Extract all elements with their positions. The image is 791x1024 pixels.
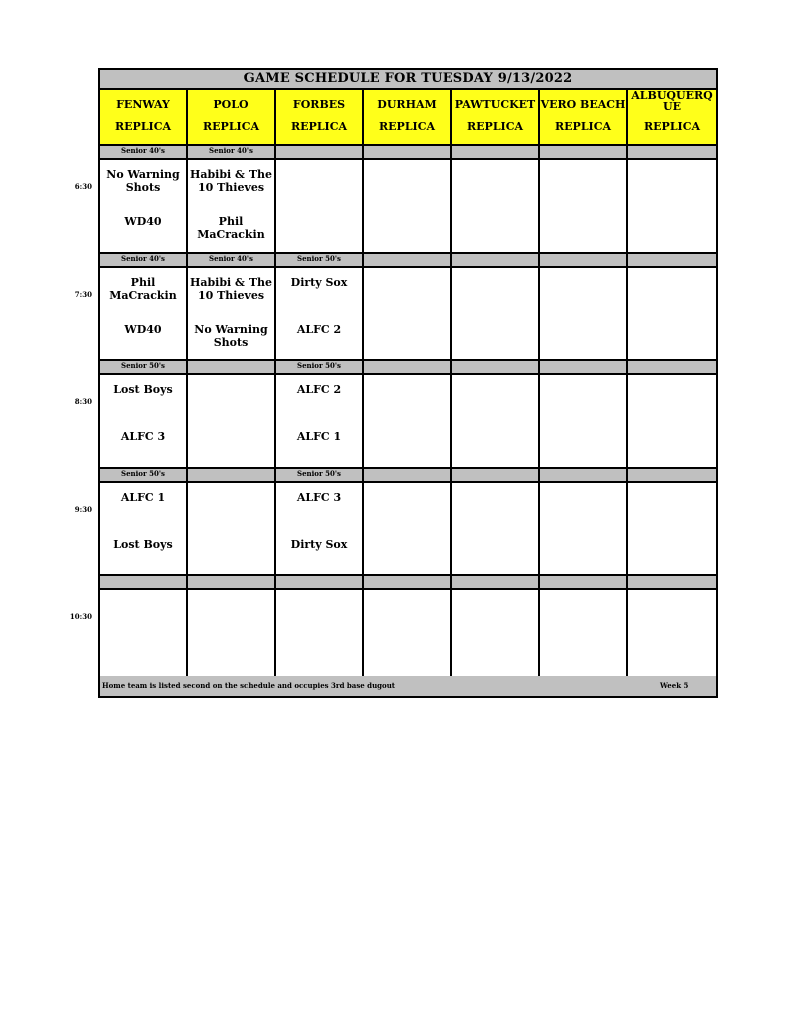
venue-header-5: [540, 90, 628, 146]
slot-time: 10:30: [69, 612, 92, 621]
away-team: ALFC 1: [120, 490, 166, 504]
venue-header-4: [452, 90, 540, 146]
game-cell: [276, 268, 364, 362]
away-team: No Warning Shots: [106, 168, 180, 194]
venue-subtitle: REPLICA: [644, 120, 700, 133]
game-cell: [188, 483, 276, 577]
game-cell: [540, 268, 628, 362]
game-cell: [276, 375, 364, 469]
division-label: [540, 576, 628, 590]
home-team: ALFC 1: [296, 430, 342, 443]
home-team: WD40: [124, 215, 162, 228]
game-cell: [276, 590, 364, 684]
division-label: [540, 361, 628, 375]
game-cell: [100, 160, 188, 254]
venue-name: FENWAY: [116, 98, 170, 111]
slot-time: 9:30: [74, 504, 92, 514]
game-cell: [628, 268, 716, 362]
venue-header-1: [188, 90, 276, 146]
venue-name: PAWTUCKET: [454, 98, 536, 111]
venue-name: FORBES: [292, 98, 346, 111]
game-cell: [364, 590, 452, 684]
game-cell: [100, 268, 188, 362]
away-team: Habibi & The 10 Thieves: [189, 168, 273, 194]
game-cell: [452, 483, 540, 577]
venue-subtitle: REPLICA: [555, 120, 611, 133]
game-cell: [364, 268, 452, 362]
division-label: [628, 576, 716, 590]
venue-name: ALBUQUERQUE: [631, 89, 713, 113]
division-label: [540, 469, 628, 483]
division-label: [540, 254, 628, 268]
game-cell: [452, 160, 540, 254]
division-label: [452, 254, 540, 268]
schedule-sheet: [98, 68, 718, 698]
division-label: [628, 361, 716, 375]
away-team: Lost Boys: [113, 383, 173, 396]
venue-name: POLO: [213, 98, 249, 111]
division-label: Senior 40's: [188, 254, 276, 268]
slot-time: 6:30: [74, 182, 92, 191]
home-team: Phil MaCrackin: [197, 215, 265, 241]
slot-time: 7:30: [74, 289, 92, 299]
away-team: Habibi & The 10 Thieves: [189, 275, 273, 302]
venue-header-2: [276, 90, 364, 146]
division-label: Senior 50's: [100, 469, 188, 483]
schedule-footer: [100, 676, 716, 696]
division-label: Senior 50's: [276, 361, 364, 375]
game-cell: [628, 375, 716, 469]
away-team: Phil MaCrackin: [109, 275, 177, 302]
home-team-note: Home team is listed second on the schedule and occupies 3rd base dugout: [102, 681, 396, 690]
division-label: [452, 146, 540, 160]
game-cell: [452, 375, 540, 469]
page-title: GAME SCHEDULE FOR TUESDAY 9/13/2022: [100, 70, 716, 90]
away-team: ALFC 3: [296, 490, 342, 504]
game-cell: [364, 160, 452, 254]
division-label: [364, 576, 452, 590]
game-cell: [540, 590, 628, 684]
division-label: [364, 254, 452, 268]
division-label: [628, 469, 716, 483]
division-label: Senior 40's: [100, 254, 188, 268]
venue-header-3: [364, 90, 452, 146]
home-team: Lost Boys: [113, 537, 173, 551]
division-label: [276, 576, 364, 590]
venue-subtitle: REPLICA: [203, 120, 259, 133]
game-cell: [276, 160, 364, 254]
home-team: ALFC 2: [296, 322, 342, 336]
home-team: ALFC 3: [120, 430, 166, 443]
division-label: [364, 469, 452, 483]
division-label: Senior 40's: [188, 146, 276, 160]
division-label: [100, 576, 188, 590]
game-cell: [540, 483, 628, 577]
division-label: Senior 50's: [276, 469, 364, 483]
game-cell: [628, 483, 716, 577]
venue-header-0: [100, 90, 188, 146]
venue-subtitle: REPLICA: [379, 120, 435, 133]
away-team: Dirty Sox: [290, 275, 348, 289]
game-cell: [188, 160, 276, 254]
division-label: [364, 146, 452, 160]
division-label: [628, 254, 716, 268]
home-team: No Warning Shots: [194, 322, 268, 349]
division-label: Senior 40's: [100, 146, 188, 160]
game-cell: [628, 590, 716, 684]
division-label: [188, 469, 276, 483]
division-label: [628, 146, 716, 160]
game-cell: [540, 160, 628, 254]
venue-name: DURHAM: [377, 98, 437, 111]
home-team: WD40: [124, 322, 162, 336]
venue-name: VERO BEACH: [540, 98, 626, 111]
venue-subtitle: REPLICA: [291, 120, 347, 133]
division-label: [364, 361, 452, 375]
game-cell: [452, 268, 540, 362]
division-label: [452, 576, 540, 590]
division-label: Senior 50's: [100, 361, 188, 375]
venue-subtitle: REPLICA: [115, 120, 171, 133]
game-cell: [188, 268, 276, 362]
division-label: [188, 576, 276, 590]
slot-time: 8:30: [74, 397, 92, 406]
game-cell: [100, 590, 188, 684]
division-label: [188, 361, 276, 375]
game-cell: [364, 375, 452, 469]
week-label: Week 5: [660, 681, 689, 690]
division-label: [276, 146, 364, 160]
game-cell: [628, 160, 716, 254]
division-label: [540, 146, 628, 160]
division-label: [452, 361, 540, 375]
venue-header-6: [628, 90, 716, 146]
game-cell: [188, 375, 276, 469]
game-cell: [276, 483, 364, 577]
venue-subtitle: REPLICA: [467, 120, 523, 133]
game-cell: [188, 590, 276, 684]
division-label: [452, 469, 540, 483]
game-cell: [540, 375, 628, 469]
game-cell: [364, 483, 452, 577]
away-team: ALFC 2: [296, 383, 342, 396]
home-team: Dirty Sox: [290, 537, 348, 551]
game-cell: [452, 590, 540, 684]
game-cell: [100, 483, 188, 577]
division-label: Senior 50's: [276, 254, 364, 268]
game-cell: [100, 375, 188, 469]
